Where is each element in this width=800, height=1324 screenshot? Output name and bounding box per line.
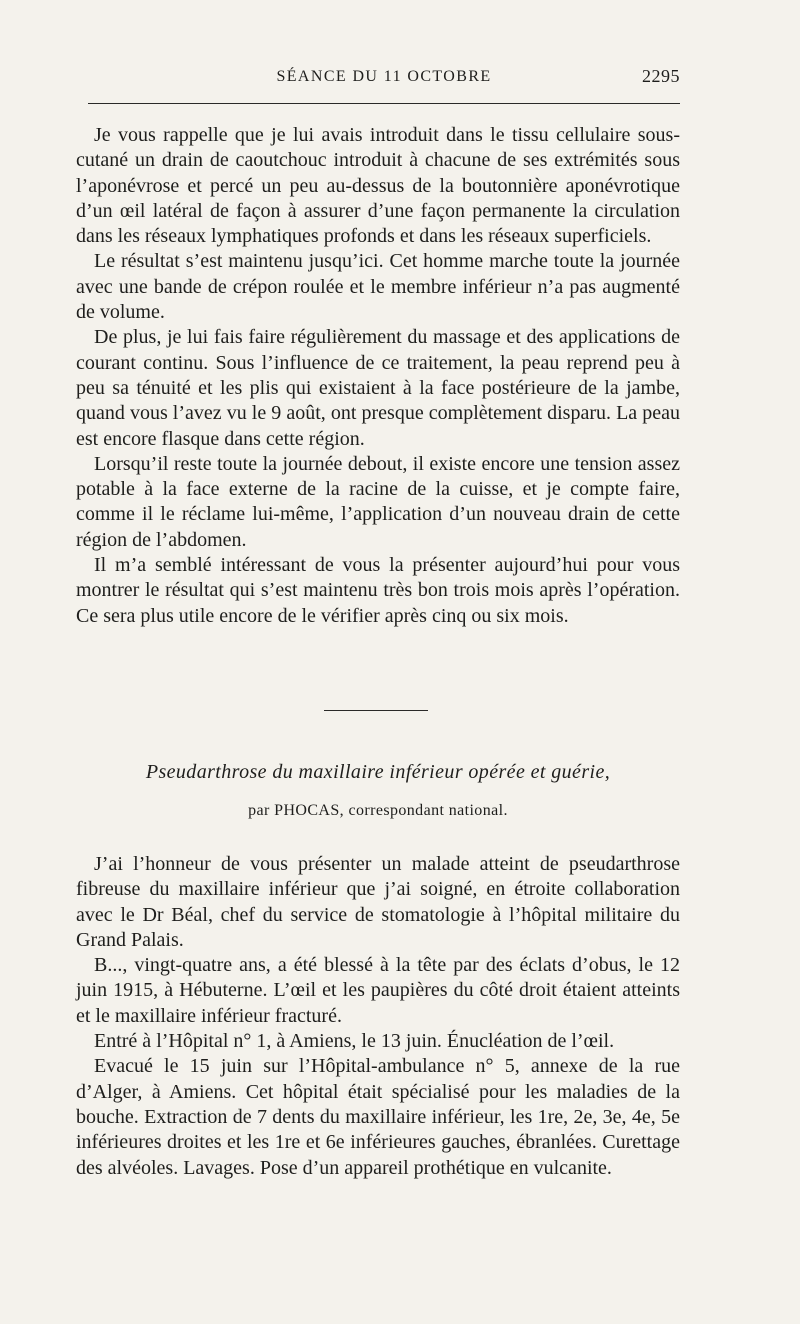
header-title: SÉANCE DU 11 OCTOBRE [276,68,492,85]
article-title: Pseudarthrose du maxillaire inférieur opérée et guérie, [145,761,611,783]
running-header [88,64,680,94]
paragraph: Entré à l’Hôpital n° 1, à Amiens, le 13 juin. Énucléation de l’œil. [94,1030,615,1053]
paragraph: Je vous rappelle que je lui avais introduit dans le tissu cellulaire sous-cutané un drain de caoutchouc introduit à chacune de ses extrémités sous l’aponévrose et percé un peu au-dessus de la boutonnière aponévrotique d’un œil latéral de façon à assurer d’une façon permanente la circulation dans les réseaux lymphatiques profonds et dans les réseaux superficiels. [76,124,680,248]
article-byline: par PHOCAS, correspondant national. [248,802,508,819]
paragraph: Lorsqu’il reste toute la journée debout, il existe encore une tension assez potable à la face externe de la racine de la cuisse, et je compte faire, comme il le réclame lui-même, l’application d’un nouveau drain de cette région de l’abdomen. [76,452,680,551]
page-number: 2295 [642,66,680,86]
paragraph: Il m’a semblé intéressant de vous la présenter aujourd’hui pour vous montrer le résultat qui s’est maintenu très bon trois mois après l’opération. Ce sera plus utile encore de le vérifier après cinq ou six mois. [76,554,680,627]
paragraph: De plus, je lui fais faire régulièrement du massage et des applications de courant continu. Sous l’influence de ce traitement, la peau reprend peu à peu sa ténuité et les plis qui existaient à la face postérieure de la jambe, quand vous l’avez vu le 9 août, ont presque complètement disparu. La peau est encore flasque dans cette région. [76,326,680,450]
section-divider [324,710,428,711]
paragraph: B..., vingt-quatre ans, a été blessé à la tête par des éclats d’obus, le 12 juin 1915, à Hébuterne. L’œil et les paupières du côté droit étaient atteints et le maxillaire inférieur fracturé. [76,954,680,1027]
paragraph: Le résultat s’est maintenu jusqu’ici. Cet homme marche toute la journée avec une bande de crépon roulée et le membre inférieur n’a pas augmenté de volume. [76,250,680,324]
first-section-body [76,123,680,629]
paragraph: Evacué le 15 juin sur l’Hôpital-ambulance n° 5, annexe de la rue d’Alger, à Amiens. Cet hôpital était spécialisé pour les maladies de la bouche. Extraction de 7 dents du maxillaire inférieur, les 1re, 2e, 3e, 4e, 5e inférieures droites et les 1re et 6e inférieures gauches, ébranlées. Curettage des alvéoles. Lavages. Pose d’un appareil prothétique en vulcanite. [76,1055,680,1179]
header-rule [88,103,680,104]
article-body [76,852,680,1181]
paragraph: J’ai l’honneur de vous présenter un malade atteint de pseudarthrose fibreuse du maxillaire inférieur que j’ai soigné, en étroite collaboration avec le Dr Béal, chef du service de stomatologie à l’hôpital militaire du Grand Palais. [76,853,680,951]
